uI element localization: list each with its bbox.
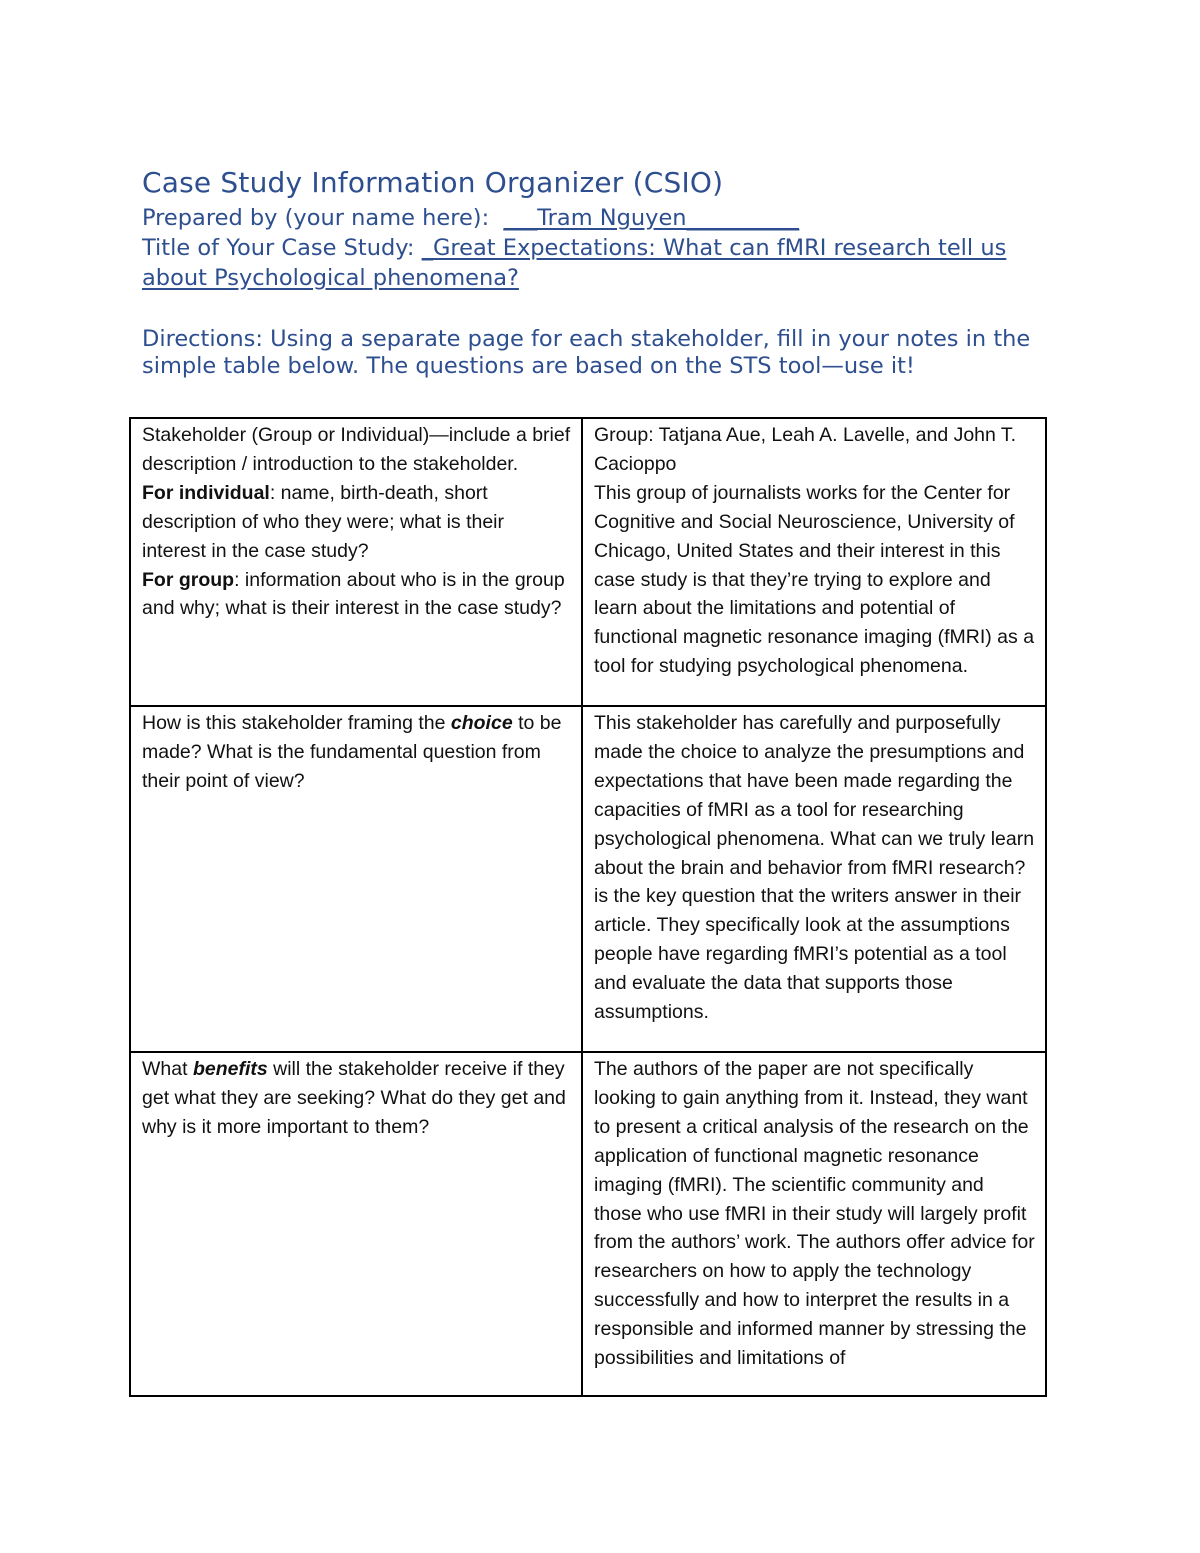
table-row bbox=[130, 1052, 1046, 1396]
prepared-by-line bbox=[142, 203, 1062, 233]
prepared-by-label: Prepared by (your name here): bbox=[142, 205, 490, 231]
document-title: Case Study Information Organizer (CSIO) bbox=[142, 166, 724, 199]
benefits-prompt-before: What bbox=[142, 1058, 193, 1080]
case-title-line bbox=[142, 233, 1062, 293]
benefits-answer-cell bbox=[582, 1052, 1046, 1396]
choice-prompt-cell bbox=[130, 706, 582, 1052]
stakeholder-prompt-cell bbox=[130, 418, 582, 706]
benefits-answer-text: The authors of the paper are not specifically looking to gain anything from it. Instead, they want to present a critical analysis of the research on the application of functional magnetic resonance imaging (fMRI). The scientific community and those who use fMRI in their study will largely profit from the authors’ work. The authors offer advice for researchers on how to apply the technology successfully and how to interpret the results in a responsible and informed manner by stressing the possibilities and limitations of bbox=[594, 1058, 1035, 1370]
benefits-prompt-cell bbox=[130, 1052, 582, 1396]
group-text: : information about who is in the group and why; what is their interest in the case study? bbox=[142, 568, 565, 620]
table-row bbox=[130, 706, 1046, 1052]
group-label: For group bbox=[142, 568, 235, 591]
choice-prompt-after: to be made? What is the fundamental question from their point of view? bbox=[142, 712, 562, 792]
directions-text: Directions: Using a separate page for each stakeholder, fill in your notes in the simple table below. The questions are based on the STS tool—use it! bbox=[142, 326, 1031, 379]
stakeholder-answer-group: Group: Tatjana Aue, Leah A. Lavelle, and John T. Cacioppo bbox=[594, 424, 1017, 475]
case-title-label: Title of Your Case Study: bbox=[142, 235, 415, 261]
benefits-prompt-emphasis: benefits bbox=[192, 1058, 268, 1080]
table-row bbox=[130, 418, 1046, 706]
benefits-prompt-after: will the stakeholder receive if they get what they are seeking? What do they get and why is it more important to them? bbox=[142, 1058, 566, 1138]
choice-answer-cell bbox=[582, 706, 1046, 1052]
individual-text: : name, birth-death, short description of who they were; what is their interest in the case study? bbox=[142, 481, 505, 562]
stakeholder-prompt-intro: Stakeholder (Group or Individual)—include a brief description / introduction to the stakeholder. bbox=[142, 424, 571, 475]
individual-label: For individual bbox=[142, 481, 270, 504]
choice-answer-text: This stakeholder has carefully and purposefully made the choice to analyze the presumptions and expectations that have been made regarding the capacities of fMRI as a tool for researching psychological phenomena. What can we truly learn about the brain and behavior from fMRI research? is the key question that the writers answer in their article. They specifically look at the assumptions people have regarding fMRI’s potential as a tool and evaluate the data that supports those assumptions. bbox=[594, 712, 1035, 1024]
choice-prompt-emphasis: choice bbox=[450, 712, 513, 734]
document-header bbox=[142, 163, 1062, 403]
case-title-value: _Great Expectations: What can fMRI research tell us about Psychological phenomena? bbox=[142, 235, 1007, 291]
prepared-by-value: ___Tram Nguyen__________ bbox=[503, 205, 800, 231]
choice-prompt-before: How is this stakeholder framing the bbox=[142, 712, 451, 734]
stakeholder-answer-cell bbox=[582, 418, 1046, 706]
csio-table bbox=[129, 417, 1047, 1397]
stakeholder-answer-description: This group of journalists works for the Center for Cognitive and Social Neuroscience, University of Chicago, United States and their interest in this case study is that they’re trying to explore and learn about the limitations and potential of functional magnetic resonance imaging (fMRI) as a tool for studying psychological phenomena. bbox=[594, 481, 1035, 678]
